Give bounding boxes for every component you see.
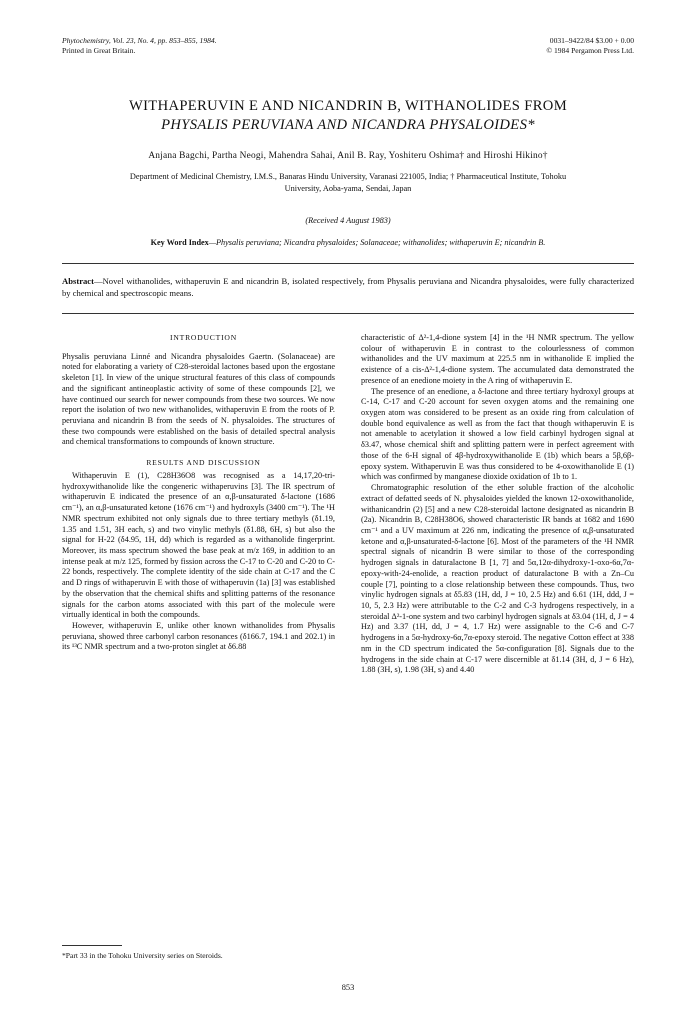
footnote: *Part 33 in the Tohoku University series on Steroids.	[62, 951, 223, 960]
journal-header-left	[62, 36, 217, 56]
journal-code: 0031–9422/84 $3.00 + 0.00	[549, 36, 634, 45]
right-paragraph-3: Chromatographic resolution of the ether soluble fraction of the alcoholic extract of defatted seeds of N. physaloides yielded the known 12-oxowithanolide, withanicandrin (2) [5] and a new C28-steroidal lactone designated as nicandrin B (2a). Nicandrin B, C28H38O6, showed characteristic IR bands at 1682 and 1690 cm⁻¹ and a UV maximum at 226 nm, indicating the presence of α,β-unsaturated ketone and α,β-unsaturated-δ-lactone [6]. Most of the parameters of the ¹H NMR spectral signals of nicandrin B were similar to those of the corresponding hydrogen signals in daturalactone B [1, 7] and 5α,12α-dihydroxy-1-oxo-6α,7α-epoxy-with-24-enolide, a reaction product of daturalactone B with a Zn–Cu couple [7], pointing to a close relationship between these compounds. Thus, two vinylic hydrogen signals at δ5.83 (1H, dd, J = 10, 2.5 Hz) and 6.61 (1H, ddd, J = 10, 5, 2.3 Hz) were attributable to the C-2 and C-3 hydrogens respectively, in a steroidal Δ²-1-one system and two carbinyl hydrogen signals at δ3.04 (1H, d, J = 4 Hz) and 3.37 (1H, dd, J = 4, 1.7 Hz) were assignable to the C-6 and C-7 hydrogens in a 5α-hydroxy-6α,7α-epoxy steroid. The negative Cotton effect at 338 nm in the CD spectrum indicated the 5α-configuration [8]. Signals due to the hydrogens in the side chain at C-17 were discernible at δ1.14 (3H, d, J = 6 Hz), 1.88 (3H, s), 1.98 (3H, s) and 4.40	[361, 483, 634, 675]
page-number: 853	[341, 983, 355, 992]
results-paragraph-2: However, withaperuvin E, unlike other known withanolides from Physalis peruviana, showed three carbonyl carbon resonances (δ166.7, 194.1 and 202.1) in its ¹³C NMR spectrum and a two-proton singlet at δ6.88	[62, 620, 335, 652]
results-paragraph-1: Withaperuvin E (1), C28H36O8 was recognised as a 14,17,20-tri-hydroxywithanolide like the congeneric withaperuvins [3]. The IR spectrum of withaperuvin E indicated the presence of an α,β-unsaturated δ-lactone (1686 cm⁻¹), an α,β-unsaturated ketone (1676 cm⁻¹) and hydroxyls (3400 cm⁻¹). The ¹H NMR spectrum exhibited not only signals due to three tertiary methyls (δ1.19, 1.35 and 1.51, 3H each, s) and two vinylic methyls (δ1.88, 6H, s) but also the signal for H-22 (δ4.95, 1H, dd) which is regarded as a withanolide fingerprint. Moreover, its mass spectrum showed the base peak at m/z 169, in addition to an intense peak at m/z 125, formed by fission across the C-17 to C-20 and C-20 to C-22 bonds, respectively. The complete identity of the side chain at C-17 and the C and D rings of withaperuvin E with those of withaperuvin (1a) [3] was established by the observation that the chemical shifts and splitting patterns of the resonance signals for the carbon atoms associated with this part of the molecule were virtually identical in both the compounds.	[62, 470, 335, 620]
keyword-text: —Physalis peruviana; Nicandra physaloides; Solanaceae; withanolides; withaperuvin E; nicandrin B.	[208, 238, 546, 247]
journal-citation: Phytochemistry, Vol. 23, No. 4, pp. 853–855, 1984.	[62, 36, 217, 45]
divider-top	[62, 263, 634, 264]
abstract-text: —Novel withanolides, withaperuvin E and nicandrin B, isolated respectively, from Physalis peruviana and Nicandra physaloides, were fully characterized by chemical and spectroscopic means.	[62, 276, 634, 298]
article-title	[40, 97, 656, 135]
abstract-label: Abstract	[62, 276, 94, 286]
title-line-2: PHYSALIS PERUVIANA AND NICANDRA PHYSALOIDES*	[161, 117, 535, 133]
copyright-notice: © 1984 Pergamon Press Ltd.	[546, 46, 634, 55]
introduction-heading: INTRODUCTION	[170, 333, 237, 342]
right-column	[361, 333, 634, 676]
results-heading: RESULTS AND DISCUSSION	[146, 458, 261, 468]
introduction-paragraph: Physalis peruviana Linné and Nicandra physaloides Gaertn. (Solanaceae) are noted for elaborating a variety of C28-steroidal lactones based upon the ergostane skeleton [1]. In view of the unique structural features of this class of compounds and the significant antineoplastic activity of some of these compounds [2], we have continued our search for newer compounds from these two sources. We now report the isolation of two new withanolides, withaperuvin E from the roots of P. peruviana and nicandrin B from the seeds of N. physaloides. The structures of these two compounds were established on the basis of detailed spectral analysis and chemical transformations to compounds of known structure.	[62, 351, 335, 447]
abstract	[62, 276, 634, 300]
keyword-index	[40, 238, 656, 247]
divider-bottom	[62, 313, 634, 314]
affiliation	[40, 171, 656, 194]
affiliation-line-2: University, Aoba-yama, Sendai, Japan	[284, 183, 412, 193]
received-date: (Received 4 August 1983)	[305, 216, 391, 225]
keyword-label: Key Word Index	[150, 238, 209, 247]
author-list: Anjana Bagchi, Partha Neogi, Mahendra Sahai, Anil B. Ray, Yoshiteru Oshima† and Hiroshi Hikino†	[148, 151, 548, 161]
right-paragraph-2: The presence of an enedione, a δ-lactone and three tertiary hydroxyl groups at C-14, C-17 and C-20 account for seven oxygen atoms and the remaining one oxygen atom was considered to be present as an oxide ring from calculation of double bond equivalence as well as from the fact that though withaperuvin E is not amenable to acetylation it showed a low field carbinyl hydrogen signal at δ3.47, whose chemical shift and splitting pattern were in perfect agreement with those of the 6-H signal of 4β-hydroxywithanolide E (1b) which bears a 5β,6β-epoxy system. Withaperuvin E was thus considered to be 4-oxowithanolide E (1) which was confirmed by manganese dioxide oxidation of 1b to 1.	[361, 386, 634, 482]
journal-header-right	[546, 36, 634, 56]
affiliation-line-1: Department of Medicinal Chemistry, I.M.S., Banaras Hindu University, Varanasi 221005, India; † Pharmaceutical Institute, Tohoku	[129, 172, 567, 181]
footnote-rule	[62, 945, 122, 946]
title-line-1: WITHAPERUVIN E AND NICANDRIN B, WITHANOLIDES FROM	[128, 98, 568, 114]
right-paragraph-1: characteristic of Δ²-1,4-dione system [4] in the ¹H NMR spectrum. The yellow colour of withaperuvin E in contrast to the colourlessness of common withanolides and the UV maximum at 225.5 nm in withanolide E implied the existence of a cis-Δ²-1,4-dione system. The accumulated data demonstrated the presence of an enedione moiety in the A ring of withaperuvin E.	[361, 333, 634, 385]
left-column	[62, 333, 335, 653]
printed-location: Printed in Great Britain.	[62, 46, 136, 55]
